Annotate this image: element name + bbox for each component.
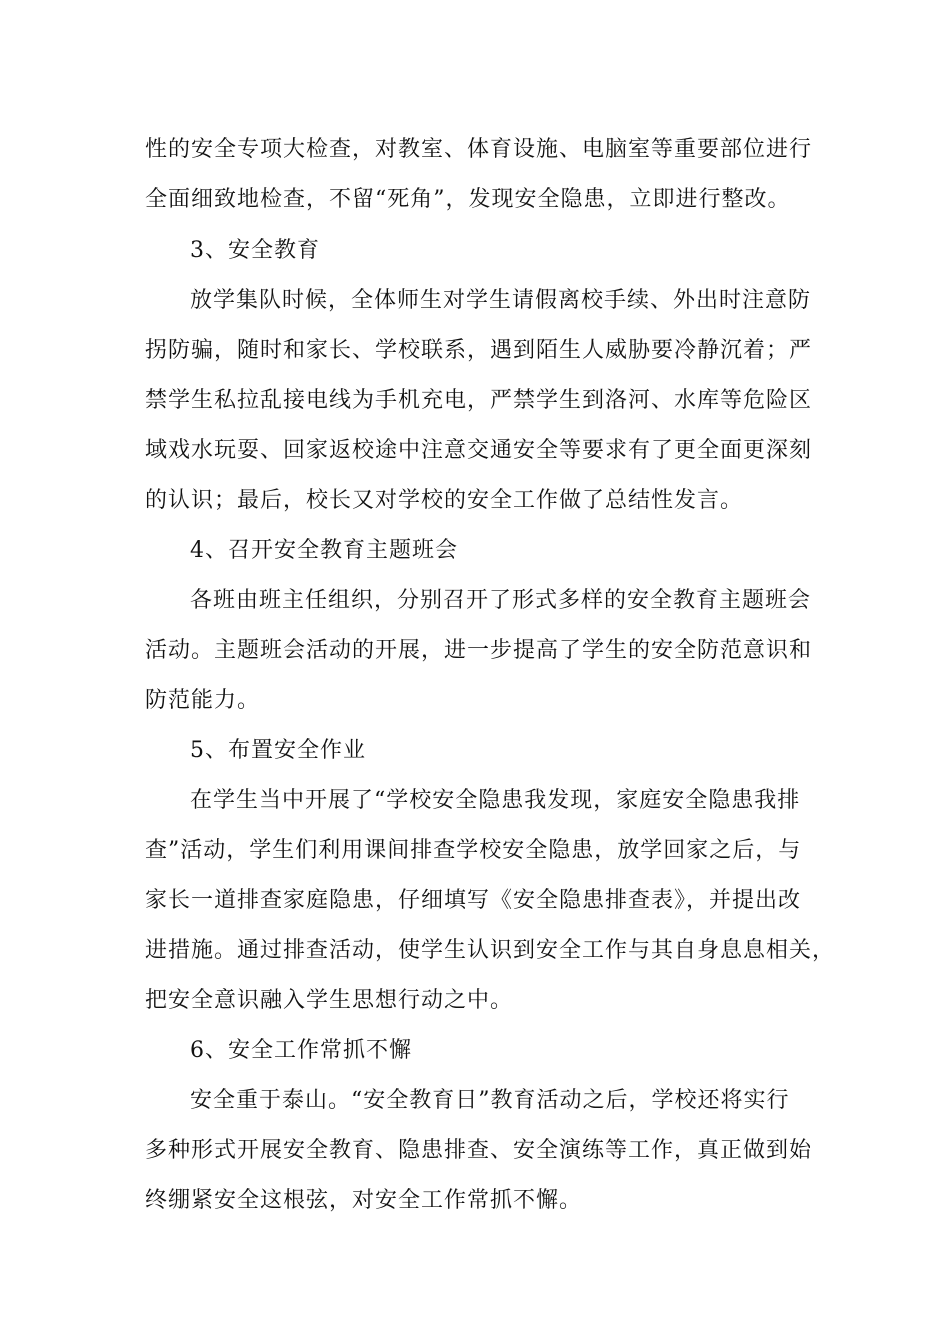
body-text-line: 性的安全专项大检查，对教室、体育设施、电脑室等重要部位进行 (145, 137, 813, 162)
paragraph-first-line: 在学生当中开展了“学校安全隐患我发现，家庭安全隐患我排 (190, 788, 801, 813)
section-heading: 6、安全工作常抓不懈 (190, 1038, 412, 1063)
body-text-line: 把安全意识融入学生思想行动之中。 (145, 988, 514, 1013)
body-text-line: 全面细致地检查，不留“死角”，发现安全隐患，立即进行整改。 (145, 187, 791, 212)
paragraph-first-line: 各班由班主任组织，分别召开了形式多样的安全教育主题班会 (190, 588, 812, 613)
body-text-line: 家长一道排查家庭隐患，仔细填写《安全隐患排查表》，并提出改 (145, 888, 802, 913)
body-text-line: 多种形式开展安全教育、隐患排查、安全演练等工作，真正做到始 (145, 1138, 813, 1163)
body-text-line: 活动。主题班会活动的开展，进一步提高了学生的安全防范意识和 (145, 638, 813, 663)
body-text-line: 拐防骗，随时和家长、学校联系，遇到陌生人威胁要冷静沉着；严 (145, 338, 813, 363)
section-heading: 3、安全教育 (190, 238, 320, 263)
section-heading: 5、布置安全作业 (190, 738, 366, 763)
paragraph-first-line: 放学集队时候，全体师生对学生请假离校手续、外出时注意防 (190, 288, 812, 313)
body-text-line: 防范能力。 (145, 688, 261, 713)
paragraph-first-line: 安全重于泰山。“安全教育日”教育活动之后，学校还将实行 (190, 1088, 790, 1113)
body-text-line: 查”活动，学生们利用课间排查学校安全隐患，放学回家之后，与 (145, 838, 802, 863)
body-text-line: 进措施。通过排查活动，使学生认识到安全工作与其自身息息相关， (145, 938, 836, 963)
body-text-line: 禁学生私拉乱接电线为手机充电，严禁学生到洛河、水库等危险区 (145, 388, 813, 413)
body-text-line: 域戏水玩耍、回家返校途中注意交通安全等要求有了更全面更深刻 (145, 438, 813, 463)
section-heading: 4、召开安全教育主题班会 (190, 538, 458, 563)
body-text-line: 终绷紧安全这根弦，对安全工作常抓不懈。 (145, 1188, 583, 1213)
body-text-line: 的认识；最后，校长又对学校的安全工作做了总结性发言。 (145, 488, 744, 513)
